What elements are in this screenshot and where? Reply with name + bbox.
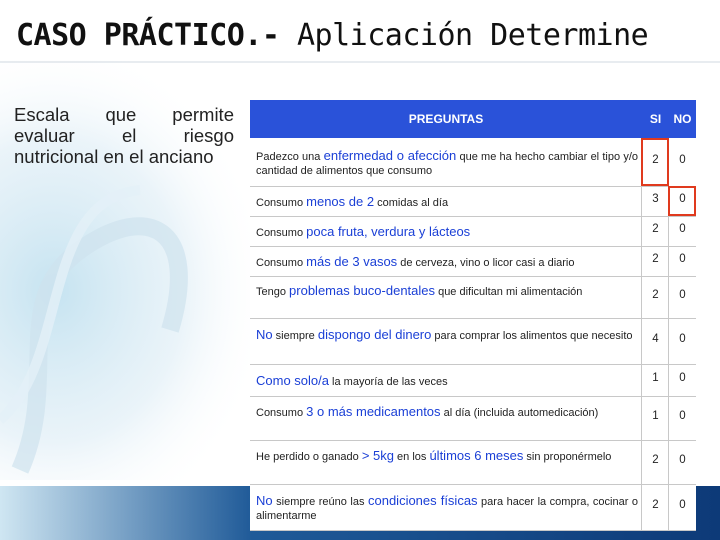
header-no: NO — [673, 112, 692, 126]
title-bold: CASO PRÁCTICO.- — [16, 18, 280, 53]
question-text — [256, 374, 638, 389]
question-fragment: comidas al día — [374, 197, 449, 209]
question-fragment: que dificultan mi alimentación — [435, 286, 583, 298]
question-fragment: Consumo — [256, 197, 307, 209]
question-keyword: No — [256, 493, 273, 508]
slide-description: Escala que permite evaluar el riesgo nutricional en el anciano — [14, 104, 234, 167]
question-text — [256, 449, 638, 464]
title-rest: Aplicación Determine — [279, 18, 649, 53]
question-fragment: Consumo — [256, 227, 307, 239]
question-keyword: Como solo/a — [256, 373, 329, 388]
question-keyword: > 5kg — [361, 448, 394, 463]
table-header — [250, 100, 696, 138]
question-fragment: que me ha hecho cambiar el tipo y/o cantidad de alimentos que consumo — [256, 151, 638, 177]
table-row — [250, 216, 696, 247]
yes-score: 1 — [652, 410, 659, 422]
yes-score: 2 — [652, 223, 659, 235]
slide-title — [16, 18, 648, 53]
table-row — [250, 440, 696, 485]
no-score: 0 — [679, 154, 686, 166]
no-score: 0 — [679, 193, 686, 205]
question-text — [256, 195, 638, 210]
table-row — [250, 246, 696, 277]
yes-score: 4 — [652, 333, 659, 345]
question-keyword: menos de 2 — [306, 194, 375, 209]
question-text — [256, 284, 638, 299]
question-text — [256, 255, 638, 270]
question-fragment: Padezco una — [256, 151, 324, 163]
question-keyword: enfermedad o afección — [323, 148, 457, 163]
question-keyword: No — [256, 327, 273, 342]
question-keyword: últimos 6 meses — [429, 448, 524, 463]
question-fragment: siempre — [272, 330, 318, 342]
question-fragment: He perdido o ganado — [256, 451, 362, 463]
yes-score: 2 — [652, 253, 659, 265]
no-score: 0 — [679, 454, 686, 466]
table-row — [250, 276, 696, 319]
highlight-box — [668, 186, 696, 216]
question-fragment: para comprar los alimentos que necesito — [431, 330, 633, 342]
table-row — [250, 396, 696, 441]
no-score: 0 — [679, 223, 686, 235]
question-fragment: Tengo — [256, 286, 290, 298]
question-fragment: en los — [393, 451, 430, 463]
question-fragment: siempre reúno las — [272, 496, 368, 508]
question-fragment: sin proponérmelo — [523, 451, 612, 463]
question-keyword: más de 3 vasos — [306, 254, 398, 269]
question-text — [256, 149, 638, 178]
table-row — [250, 364, 696, 397]
question-fragment: Consumo — [256, 407, 307, 419]
yes-score: 3 — [652, 193, 659, 205]
table-row — [250, 484, 696, 531]
question-fragment: Consumo — [256, 257, 307, 269]
no-score: 0 — [679, 253, 686, 265]
determine-table — [250, 100, 696, 530]
yes-score: 2 — [652, 154, 659, 166]
yes-score: 2 — [652, 499, 659, 511]
question-fragment: de cerveza, vino o licor casi a diario — [397, 257, 575, 269]
header-yes: SI — [649, 112, 662, 126]
question-text — [256, 405, 638, 420]
question-text — [256, 225, 638, 240]
table-row — [250, 186, 696, 217]
yes-score: 2 — [652, 454, 659, 466]
column-divider — [641, 138, 642, 530]
question-keyword: condiciones físicas — [367, 493, 478, 508]
question-text — [256, 494, 638, 523]
header-questions: PREGUNTAS — [408, 112, 484, 126]
yes-score: 1 — [652, 372, 659, 384]
table-row — [250, 138, 696, 187]
no-score: 0 — [679, 289, 686, 301]
no-score: 0 — [679, 410, 686, 422]
question-keyword: problemas buco-dentales — [289, 283, 436, 298]
highlight-box — [641, 138, 669, 186]
question-keyword: 3 o más medicamentos — [306, 404, 441, 419]
table-row — [250, 318, 696, 365]
question-fragment: para hacer la compra, cocinar o alimentarme — [256, 496, 638, 522]
question-fragment: al día (incluida automedicación) — [440, 407, 599, 419]
question-keyword: dispongo del dinero — [317, 327, 432, 342]
question-keyword: poca fruta, verdura y lácteos — [306, 224, 471, 239]
no-score: 0 — [679, 333, 686, 345]
question-text — [256, 328, 638, 343]
yes-score: 2 — [652, 289, 659, 301]
no-score: 0 — [679, 372, 686, 384]
question-fragment: la mayoría de las veces — [328, 376, 448, 388]
no-score: 0 — [679, 499, 686, 511]
